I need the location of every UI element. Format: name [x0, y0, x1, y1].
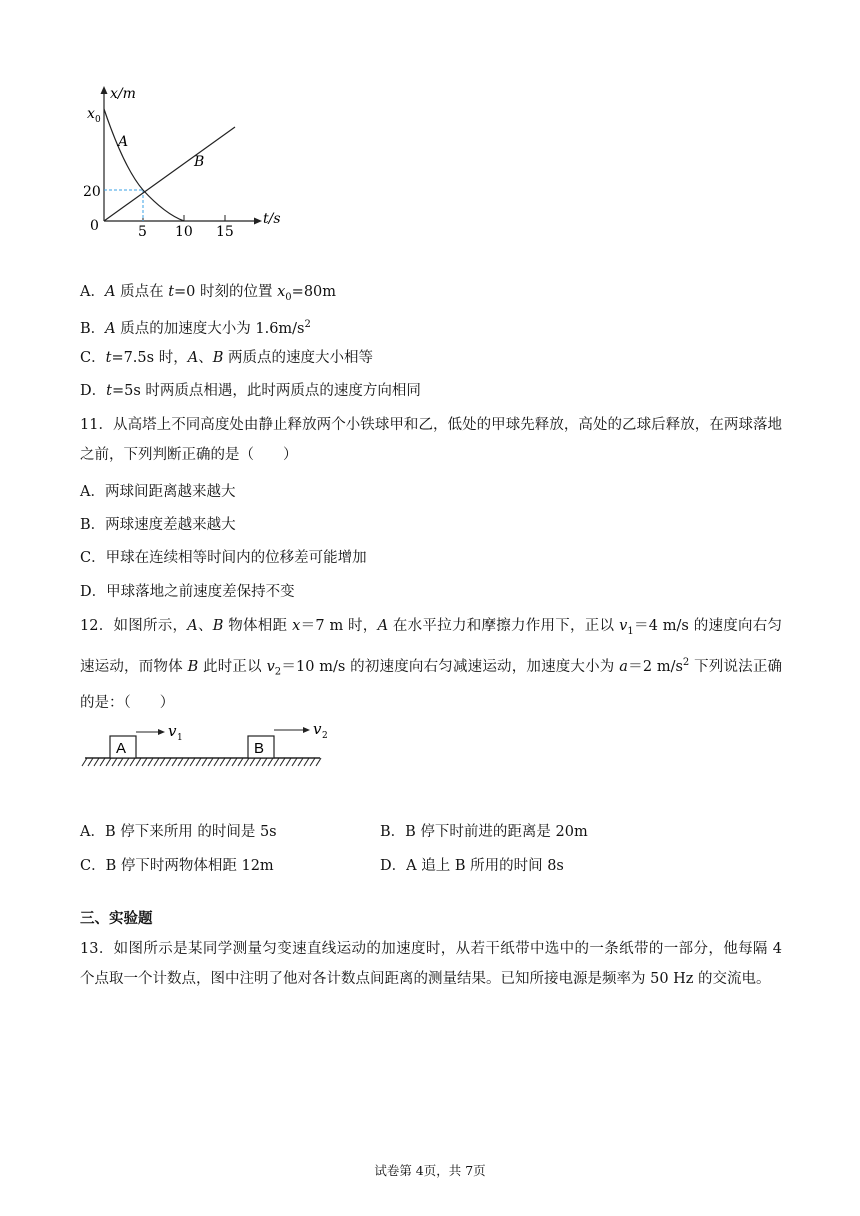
section-heading: 三、实验题 [80, 910, 153, 927]
superscript: 2 [304, 319, 311, 330]
option-text: t [106, 383, 112, 399]
stem-text: A [377, 618, 389, 634]
q11-stem: 11．从高塔上不同高度处由静止释放两个小铁球甲和乙，低处的甲球先释放，高处的乙球后释放，在两球落地之前，下列判断正确的是（ ） [80, 417, 782, 463]
v2-label: v [313, 720, 322, 738]
v1-arrowhead [158, 729, 165, 735]
xt-graph-svg [80, 82, 290, 242]
subscript: 2 [274, 666, 282, 678]
option-text: 、 [198, 350, 213, 366]
stem-text: v [266, 658, 275, 675]
curve-a [104, 109, 184, 221]
option-text: 两质点的速度大小相等 [223, 350, 373, 366]
option-letter: D． [80, 383, 107, 399]
y-axis-arrow [101, 86, 108, 94]
x-tick-label-5: 5 [138, 224, 147, 240]
q10-option-b [80, 315, 311, 339]
q12-option-c: C．B 停下时两物体相距 12m [80, 858, 274, 874]
q10-option-a [80, 282, 336, 308]
stem-text: a [619, 658, 628, 675]
q12-figure-svg [80, 718, 330, 774]
option-text: A [187, 350, 199, 366]
q12-stem [80, 611, 782, 719]
y-tick-x0: x [87, 106, 95, 122]
q12-option-b: B．B 停下时前进的距离是 20m [380, 824, 588, 840]
ground-hatching [82, 758, 321, 766]
block-a-label: A [116, 740, 127, 757]
option-letter: C． [80, 350, 106, 366]
q12-option-a: A．B 停下来所用 的时间是 5s [80, 824, 277, 840]
v1-sub: 1 [177, 733, 183, 743]
q12-figure [80, 718, 330, 778]
stem-text: 12．如图所示， [80, 618, 188, 634]
q10-option-c [80, 348, 373, 368]
y-tick-20: 20 [83, 184, 101, 200]
stem-text: x [292, 618, 301, 634]
superscript: 2 [682, 656, 690, 668]
y-tick-x0-sub: 0 [95, 115, 101, 125]
q13-stem: 13．如图所示是某同学测量匀变速直线运动的加速度时，从若干纸带中选中的一条纸带的一部分，他每隔 4 个点取一个计数点，图中注明了他对各计数点间距离的测量结果。已知所接电源是频率为 50 Hz 的交流电。 [80, 941, 782, 987]
x-axis-label: t/s [263, 211, 281, 227]
stem-text: ＝2 m/s [627, 658, 683, 675]
q11-option-c: C．甲球在连续相等时间内的位移差可能增加 [80, 550, 367, 566]
q11-option-a: A．两球间距离越来越大 [80, 484, 236, 500]
stem-text: ＝7 m 时， [300, 618, 378, 634]
option-text: t [168, 284, 175, 300]
q10-option-d [80, 381, 421, 401]
x-axis-arrow [254, 218, 262, 225]
q11-option-d: D．甲球落地之前速度差保持不变 [80, 584, 295, 600]
option-text: =0 时刻的位置 [174, 284, 278, 300]
option-letter: B． [80, 320, 106, 337]
line-b-label: B [194, 154, 205, 170]
option-letter: A． [80, 284, 105, 300]
stem-text: v [619, 618, 628, 634]
option-text: =5s 时两质点相遇，此时两质点的速度方向相同 [111, 383, 421, 399]
stem-text: A [187, 618, 198, 634]
v1-label: v [168, 722, 177, 740]
q11-option-b: B．两球速度差越来越大 [80, 517, 236, 533]
q12-option-d: D．A 追上 B 所用的时间 8s [380, 858, 564, 874]
stem-text: ＝4 m/s 的速度向右匀速运动，而物体 [80, 618, 783, 675]
stem-text: 此时正以 [198, 658, 267, 675]
stem-text: ＝10 m/s 的初速度向右匀减速运动，加速度大小为 [281, 658, 620, 675]
xt-graph [80, 82, 290, 246]
option-text: =80m [291, 284, 337, 300]
subscript: 0 [285, 291, 292, 303]
option-text: 质点在 [115, 284, 169, 300]
subscript: 1 [627, 625, 634, 637]
stem-text: 在水平拉力和摩擦力作用下，正以 [388, 618, 620, 634]
stem-text: B [187, 658, 199, 675]
curve-a-label: A [118, 134, 129, 150]
x-tick-label-15: 15 [216, 224, 234, 240]
x-tick-label-10: 10 [175, 224, 193, 240]
stem-text: 、 [197, 618, 213, 634]
page-footer: 试卷第 4页，共 7页 [374, 1163, 486, 1178]
y-axis-label: x/m [110, 86, 136, 102]
option-text: B [212, 350, 224, 366]
origin-label: 0 [90, 218, 99, 234]
option-text: =7.5s 时， [111, 350, 188, 366]
stem-text: 物体相距 [223, 618, 293, 634]
option-text: A [104, 284, 116, 300]
stem-text: B [212, 618, 224, 634]
option-text: t [105, 350, 112, 366]
option-text: 质点的加速度大小为 1.6m/s [115, 320, 305, 337]
option-text: x [277, 284, 286, 300]
option-text: A [105, 320, 116, 337]
block-b-label: B [254, 740, 265, 757]
v2-sub: 2 [322, 731, 328, 741]
v2-arrowhead [303, 727, 310, 733]
stem-text: 下列说法正确的是：（ ） [80, 658, 783, 711]
